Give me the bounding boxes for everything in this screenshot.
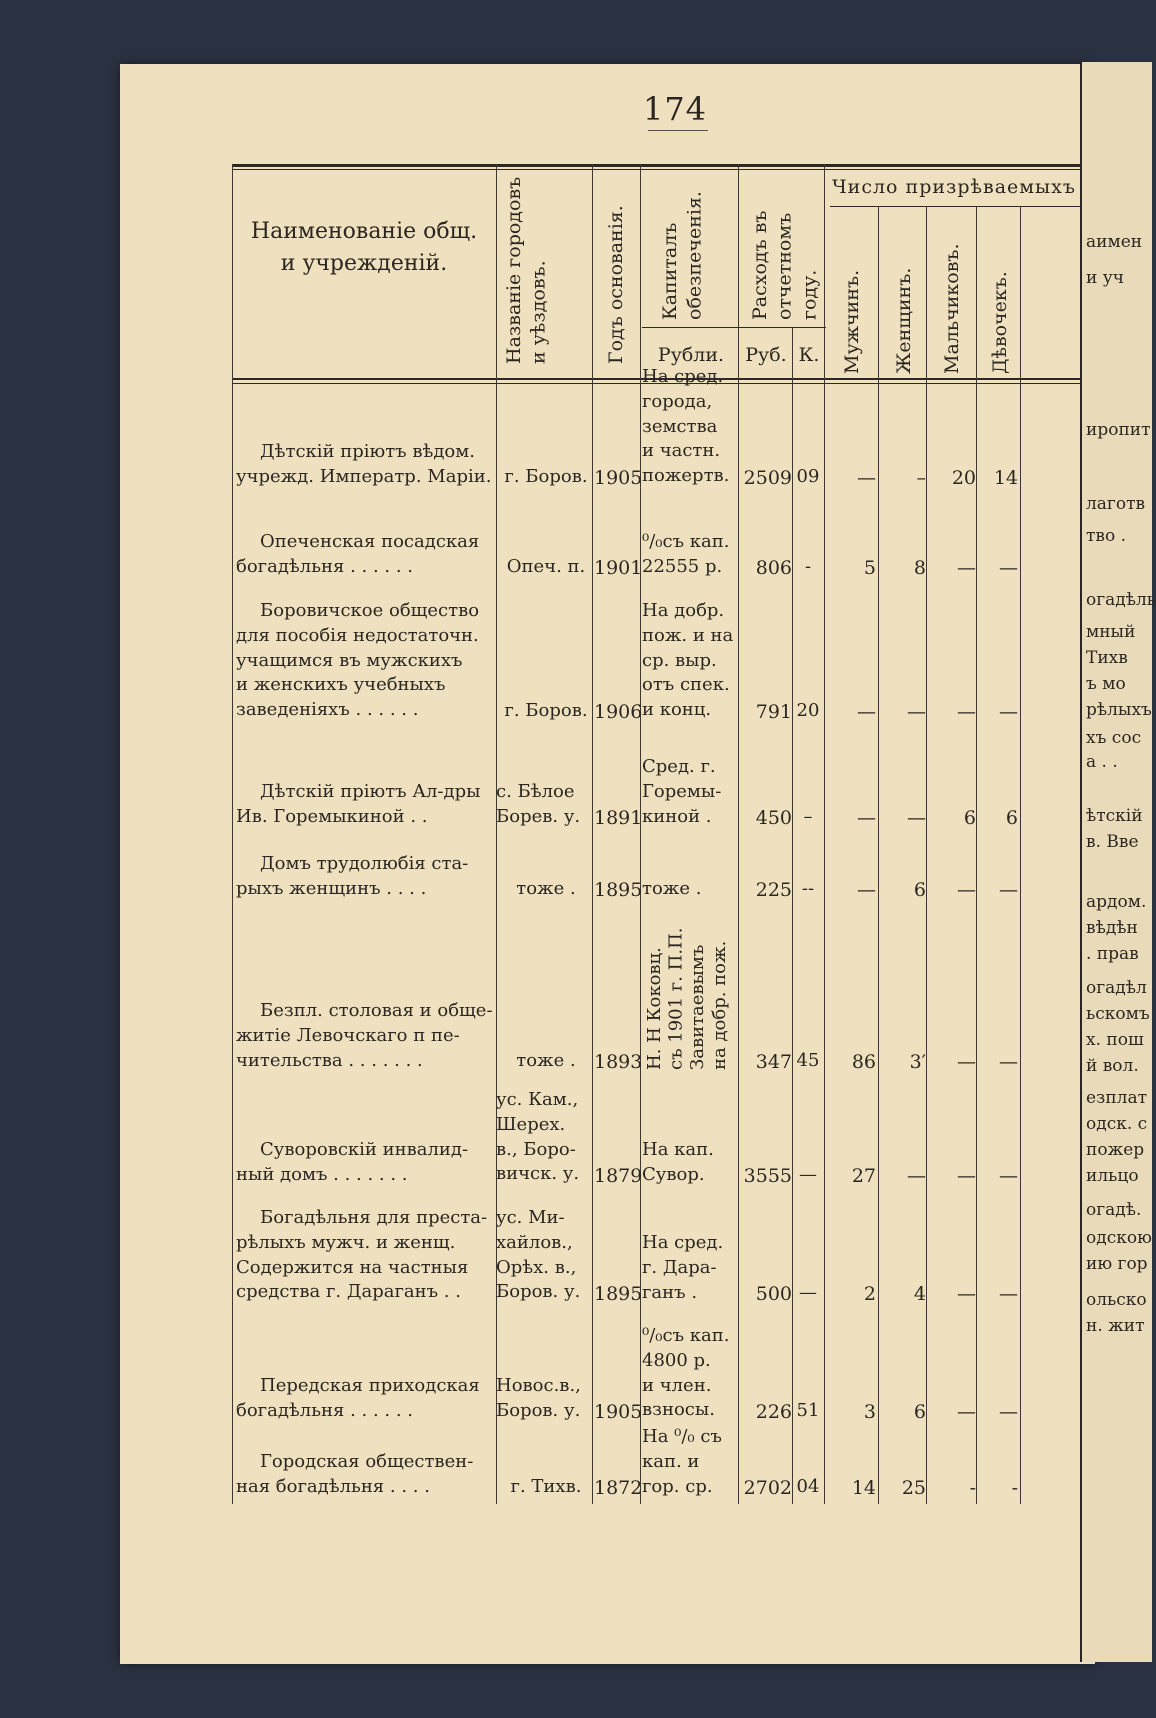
count-girls: 14 — [993, 467, 1018, 489]
text-line: На добр. — [642, 600, 725, 621]
count-women: – — [916, 467, 926, 489]
count-girls: — — [999, 1165, 1018, 1187]
text-line: Сувор. — [642, 1163, 705, 1185]
table-row — [232, 498, 1080, 584]
text-line: и член. — [642, 1374, 712, 1396]
text-line: богадѣльня . . . . . . — [236, 555, 414, 577]
expense-kopecks: 04 — [796, 1476, 820, 1497]
count-women: 3′ — [909, 1051, 926, 1073]
count-girls: — — [999, 1283, 1018, 1305]
institution-name — [236, 599, 496, 723]
institution-name — [236, 780, 496, 830]
count-boys: — — [957, 1283, 976, 1305]
text-line: и конц. — [642, 699, 712, 721]
count-women: 8 — [913, 557, 926, 579]
next-page-fragment: рѣлыхъ — [1086, 700, 1152, 720]
next-page-fragment: огадѣл — [1086, 978, 1147, 998]
next-page-fragment: ъ мо — [1086, 674, 1126, 694]
text-line: отъ спек. — [642, 674, 730, 696]
count-women: 25 — [901, 1477, 926, 1499]
header-girls: Дѣвочекъ. — [989, 271, 1011, 374]
next-page-fragment: вѣдѣн — [1086, 918, 1138, 938]
next-page-fragment: х. пош — [1086, 1030, 1144, 1050]
next-page-fragment: тво . — [1086, 526, 1127, 546]
text-line: Городская обществен- — [260, 1451, 474, 1472]
next-page-fragment: ѣтскій — [1086, 806, 1143, 826]
count-boys: 20 — [951, 467, 976, 489]
table-row — [232, 908, 1080, 1078]
text-line: Н. Н Коковц. — [644, 947, 665, 1070]
header-expense: Расходъ въ отчетномъ году. — [749, 210, 821, 320]
table-top-rule-thin — [232, 169, 1080, 170]
expense-rubles: 450 — [755, 807, 792, 829]
text-line: рыхъ женщинъ . . . . — [236, 877, 427, 899]
expense-kopecks: 51 — [796, 1400, 820, 1421]
text-line: Дѣтскій пріютъ Ал-дры — [260, 781, 481, 802]
founding-year: 1901 — [594, 557, 643, 579]
count-boys: — — [957, 1401, 976, 1423]
count-men: 2 — [863, 1283, 876, 1305]
text-line: хайлов., — [496, 1231, 573, 1253]
text-line: 22555 р. — [642, 555, 723, 577]
expense-rubles: 2702 — [743, 1477, 792, 1499]
institution-name — [236, 1450, 496, 1500]
capital-source-vertical — [644, 916, 730, 1070]
text-line: вичск. у. — [496, 1163, 580, 1185]
count-women: — — [907, 807, 926, 829]
founding-year: 1891 — [594, 807, 643, 829]
header-men: Мужчинъ. — [841, 269, 863, 374]
text-line: Сред. г. — [642, 756, 716, 777]
location — [496, 1088, 596, 1187]
count-boys: — — [957, 1165, 976, 1187]
count-girls: — — [999, 879, 1018, 901]
text-line: ус. Кам., — [496, 1089, 579, 1110]
text-line: 4800 р. — [642, 1349, 711, 1371]
text-line: Ив. Горемыкиной . . — [236, 805, 428, 827]
next-page-fragment: мный — [1086, 622, 1136, 642]
next-page-fragment: ардом. — [1086, 892, 1147, 912]
unit-capital: Рубли. — [657, 344, 725, 366]
table-row — [232, 836, 1080, 906]
location — [496, 877, 596, 902]
text-line: На сред. — [642, 366, 724, 387]
header-group: Число призрѣваемыхъ — [832, 176, 1076, 198]
text-line: Опеч. п. — [506, 556, 586, 577]
count-men: 5 — [863, 557, 876, 579]
page-number-ornament — [648, 130, 708, 132]
text-line: заведеніяхъ . . . . . . — [236, 699, 419, 721]
capital-source — [642, 599, 738, 723]
text-line: кап. и — [642, 1450, 700, 1472]
header-name: Наименованіе общ. и учрежденій. — [250, 219, 478, 276]
text-line: ганъ . — [642, 1281, 698, 1303]
text-line: Новос.в., — [496, 1375, 581, 1396]
text-line: и женскихъ учебныхъ — [236, 674, 446, 696]
expense-rubles: 500 — [755, 1283, 792, 1305]
text-line: рѣлыхъ мужч. и женщ. — [236, 1231, 456, 1253]
text-line: г. Тихв. — [510, 1476, 582, 1497]
count-boys: — — [957, 701, 976, 723]
founding-year: 1895 — [594, 1283, 643, 1305]
header-capital: Капиталъ обезпеченія. — [659, 191, 706, 320]
expense-kopecks: 45 — [796, 1050, 820, 1071]
unit-kop: К. — [798, 344, 820, 366]
text-line: богадѣльня . . . . . . — [236, 1399, 414, 1421]
capital-unit-rule — [642, 327, 740, 328]
expense-unit-rule — [740, 327, 826, 328]
next-page-fragment: ольско — [1086, 1290, 1147, 1310]
location — [496, 1374, 596, 1424]
expense-rubles: 225 — [755, 879, 792, 901]
count-men: 14 — [851, 1477, 876, 1499]
text-line: На кап. — [642, 1139, 714, 1160]
text-line: Передская приходская — [260, 1375, 480, 1396]
header-women: Женщинъ. — [893, 267, 915, 374]
text-line: на добр. пож. — [708, 940, 730, 1070]
count-men: — — [857, 879, 876, 901]
capital-source — [642, 1138, 738, 1188]
text-line: Содержится на частныя — [236, 1256, 469, 1278]
next-page-fragment: езплат — [1086, 1088, 1148, 1108]
text-line: для пособія недостаточн. — [236, 624, 479, 646]
text-line: ная богадѣльня . . . . — [236, 1475, 430, 1497]
capital-source — [642, 755, 738, 829]
count-men: 27 — [851, 1165, 876, 1187]
expense-kopecks: - — [804, 556, 812, 577]
next-page-fragment: н. жит — [1086, 1316, 1145, 1336]
group-header-rule — [830, 206, 1080, 207]
next-page-fragment: Тихв — [1086, 648, 1128, 668]
count-boys: — — [957, 1051, 976, 1073]
text-line: средства г. Дараганъ . . — [236, 1281, 461, 1303]
text-line: тоже . — [516, 878, 576, 899]
text-line: Суворовскій инвалид- — [260, 1139, 469, 1160]
next-page-fragment: аимен — [1086, 232, 1143, 252]
text-line: Боровичское общество — [260, 600, 480, 621]
text-line: взносы. — [642, 1399, 715, 1421]
table-row — [232, 366, 1080, 494]
text-line: Безпл. столовая и обще- — [260, 1000, 493, 1021]
count-men: 86 — [851, 1051, 876, 1073]
text-line: съ 1901 г. П.П. — [665, 927, 687, 1070]
next-page-fragment: лаготв — [1086, 494, 1146, 514]
expense-kopecks: — — [799, 1282, 817, 1303]
institution-name — [236, 999, 496, 1073]
text-line: г. Боров. — [504, 466, 588, 487]
count-boys: 6 — [963, 807, 976, 829]
text-line: Боров. у. — [496, 1281, 581, 1303]
next-page-fragment: огадѣ. — [1086, 1200, 1142, 1220]
next-page-fragment: ьскомъ — [1086, 1004, 1150, 1024]
count-men: 3 — [863, 1401, 876, 1423]
expense-kopecks: -- — [801, 878, 815, 899]
text-line: тоже . — [642, 878, 702, 899]
charity-table — [232, 164, 1080, 1504]
next-page-fragment: ильцо — [1086, 1166, 1139, 1186]
count-men: — — [857, 807, 876, 829]
header-boys: Мальчиковъ. — [941, 243, 963, 374]
location — [496, 1475, 596, 1500]
text-line: Борев. у. — [496, 805, 581, 827]
text-line: гор. ср. — [642, 1475, 713, 1497]
count-women: 6 — [913, 879, 926, 901]
next-page-fragment: иропит — [1086, 420, 1151, 440]
text-line: г. Дара- — [642, 1256, 717, 1278]
count-men: — — [857, 467, 876, 489]
institution-name — [236, 440, 496, 490]
count-girls: — — [999, 557, 1018, 579]
text-line: Орѣх. в., — [496, 1256, 577, 1278]
capital-source — [642, 1231, 738, 1305]
next-page-fragment: и уч — [1086, 268, 1124, 288]
next-page-fragment: . прав — [1086, 944, 1139, 964]
location — [496, 555, 596, 580]
location — [496, 1206, 596, 1305]
text-line: и частн. — [642, 440, 721, 462]
institution-name — [236, 1374, 496, 1424]
text-line: Дѣтскій пріютъ вѣдом. — [260, 441, 475, 462]
next-page-fragment: в. Вве — [1086, 832, 1139, 852]
table-top-rule — [232, 164, 1080, 167]
table-row — [232, 1426, 1080, 1504]
expense-rubles: 2509 — [743, 467, 792, 489]
capital-source — [642, 877, 738, 902]
text-line: Горемы- — [642, 780, 722, 802]
count-women: — — [907, 701, 926, 723]
table-row — [232, 1194, 1080, 1310]
founding-year: 1879 — [594, 1165, 643, 1187]
expense-rubles: 226 — [755, 1401, 792, 1423]
founding-year: 1906 — [594, 701, 643, 723]
text-line: Завитаевымъ — [687, 944, 709, 1070]
founding-year: 1893 — [594, 1051, 643, 1073]
next-page-fragment: огадѣль — [1086, 590, 1156, 610]
count-girls: 6 — [1005, 807, 1018, 829]
table-row — [232, 732, 1080, 834]
text-line: чительства . . . . . . . — [236, 1049, 423, 1071]
text-line: в., Боро- — [496, 1138, 576, 1160]
count-women: 4 — [913, 1283, 926, 1305]
text-line: города, — [642, 390, 713, 412]
text-line: Богадѣльня для преста- — [260, 1207, 488, 1228]
text-line: ⁰/₀съ кап. — [642, 1325, 730, 1346]
next-page-fragment: а . . — [1086, 752, 1118, 772]
count-boys: — — [957, 557, 976, 579]
text-line: Опеченская посадская — [260, 531, 480, 552]
next-page-fragment: одскою — [1086, 1228, 1152, 1248]
header-location: Названіе городовъ и уѣздовъ. — [503, 176, 550, 364]
text-line: ный домъ . . . . . . . — [236, 1163, 408, 1185]
location — [496, 699, 596, 724]
count-girls: — — [999, 1401, 1018, 1423]
text-line: Шерех. — [496, 1113, 566, 1135]
table-row — [232, 588, 1080, 728]
expense-rubles: 3555 — [743, 1165, 792, 1187]
count-girls: — — [999, 1051, 1018, 1073]
expense-rubles: 347 — [755, 1051, 792, 1073]
text-line: ⁰/₀съ кап. — [642, 531, 730, 552]
count-boys: — — [957, 879, 976, 901]
count-women: — — [907, 1165, 926, 1187]
expense-rubles: 806 — [755, 557, 792, 579]
capital-source — [642, 1324, 738, 1423]
next-page-fragment: хъ сос — [1086, 728, 1142, 748]
location — [496, 465, 596, 490]
founding-year: 1895 — [594, 879, 643, 901]
text-line: пожертв. — [642, 465, 730, 487]
founding-year: 1905 — [594, 467, 643, 489]
text-line: земства — [642, 415, 718, 437]
text-line: с. Бѣлое — [496, 781, 575, 802]
text-line: учрежд. Императр. Маріи. — [236, 465, 492, 487]
text-line: ср. выр. — [642, 649, 717, 671]
text-line: житіе Левочскаго п пе- — [236, 1024, 460, 1046]
location — [496, 1049, 596, 1074]
unit-rub: Руб. — [745, 344, 787, 366]
capital-source — [642, 1425, 738, 1499]
count-men: — — [857, 701, 876, 723]
expense-kopecks: — — [799, 1164, 817, 1185]
next-page-fragment: одск. с — [1086, 1114, 1148, 1134]
institution-name — [236, 852, 496, 902]
next-page-fragment: й вол. — [1086, 1056, 1139, 1076]
capital-source — [642, 530, 738, 580]
text-line: пож. и на — [642, 624, 734, 646]
header-year: Годъ основанія. — [605, 205, 627, 364]
expense-kopecks: 20 — [796, 700, 820, 721]
count-girls: - — [1011, 1477, 1018, 1499]
expense-kopecks: 09 — [796, 466, 820, 487]
expense-rubles: 791 — [755, 701, 792, 723]
next-page-edge — [1080, 62, 1156, 1662]
table-row — [232, 1082, 1080, 1192]
next-page-fragment: пожер — [1086, 1140, 1145, 1160]
founding-year: 1905 — [594, 1401, 643, 1423]
count-women: 6 — [913, 1401, 926, 1423]
text-line: ус. Ми- — [496, 1207, 565, 1228]
institution-name — [236, 530, 496, 580]
capital-source — [642, 365, 738, 489]
text-line: На ⁰/₀ съ — [642, 1426, 722, 1447]
count-girls: — — [999, 701, 1018, 723]
institution-name — [236, 1138, 496, 1188]
founding-year: 1872 — [594, 1477, 643, 1499]
text-line: Домъ трудолюбія ста- — [260, 853, 469, 874]
expense-kopecks: – — [803, 806, 813, 827]
institution-name — [236, 1206, 496, 1305]
table-row — [232, 1314, 1080, 1428]
text-line: киной . — [642, 805, 712, 827]
text-line: учащимся въ мужскихъ — [236, 649, 463, 671]
text-line: тоже . — [516, 1050, 576, 1071]
location — [496, 780, 596, 830]
text-line: На сред. — [642, 1232, 724, 1253]
page-number: 174 — [642, 90, 708, 128]
text-line: г. Боров. — [504, 700, 588, 721]
next-page-fragment: ию гор — [1086, 1254, 1148, 1274]
count-boys: - — [969, 1477, 976, 1499]
text-line: Боров. у. — [496, 1399, 581, 1421]
